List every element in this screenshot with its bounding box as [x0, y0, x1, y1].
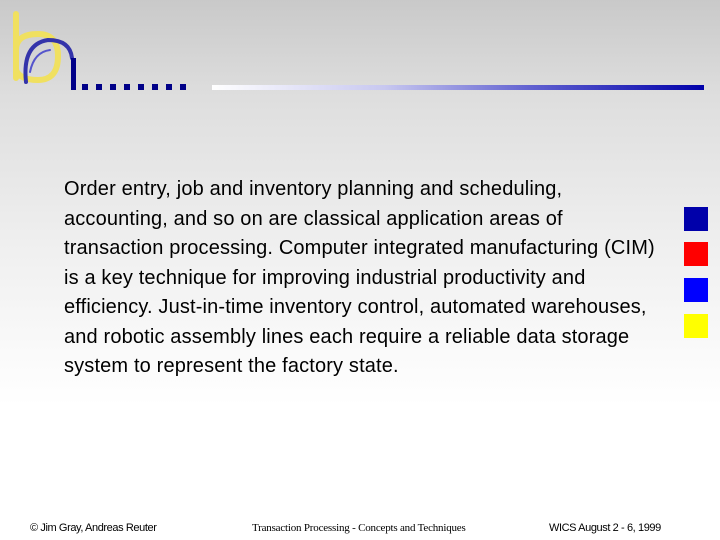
footer-copyright: © Jim Gray, Andreas Reuter: [30, 522, 157, 534]
footer-title: Transaction Processing - Concepts and Techniques: [252, 522, 466, 534]
slide-logo: [0, 0, 200, 100]
decor-square-blue: [684, 278, 708, 302]
footer-event: WICS August 2 - 6, 1999: [549, 522, 661, 534]
slide-body-text: Order entry, job and inventory planning and scheduling, accounting, and so on are classical application areas of transaction processing. Computer integrated manufacturing (CIM) is a key technique for improving industrial productivity and efficiency. Just-in-time inventory control, automated warehouses, and robotic assembly lines each require a reliable data storage system to represent the factory state.: [64, 178, 655, 377]
decor-square-red: [684, 242, 708, 266]
decor-square-navy: [684, 207, 708, 231]
header-rule: [212, 85, 704, 90]
decor-square-yellow: [684, 314, 708, 338]
